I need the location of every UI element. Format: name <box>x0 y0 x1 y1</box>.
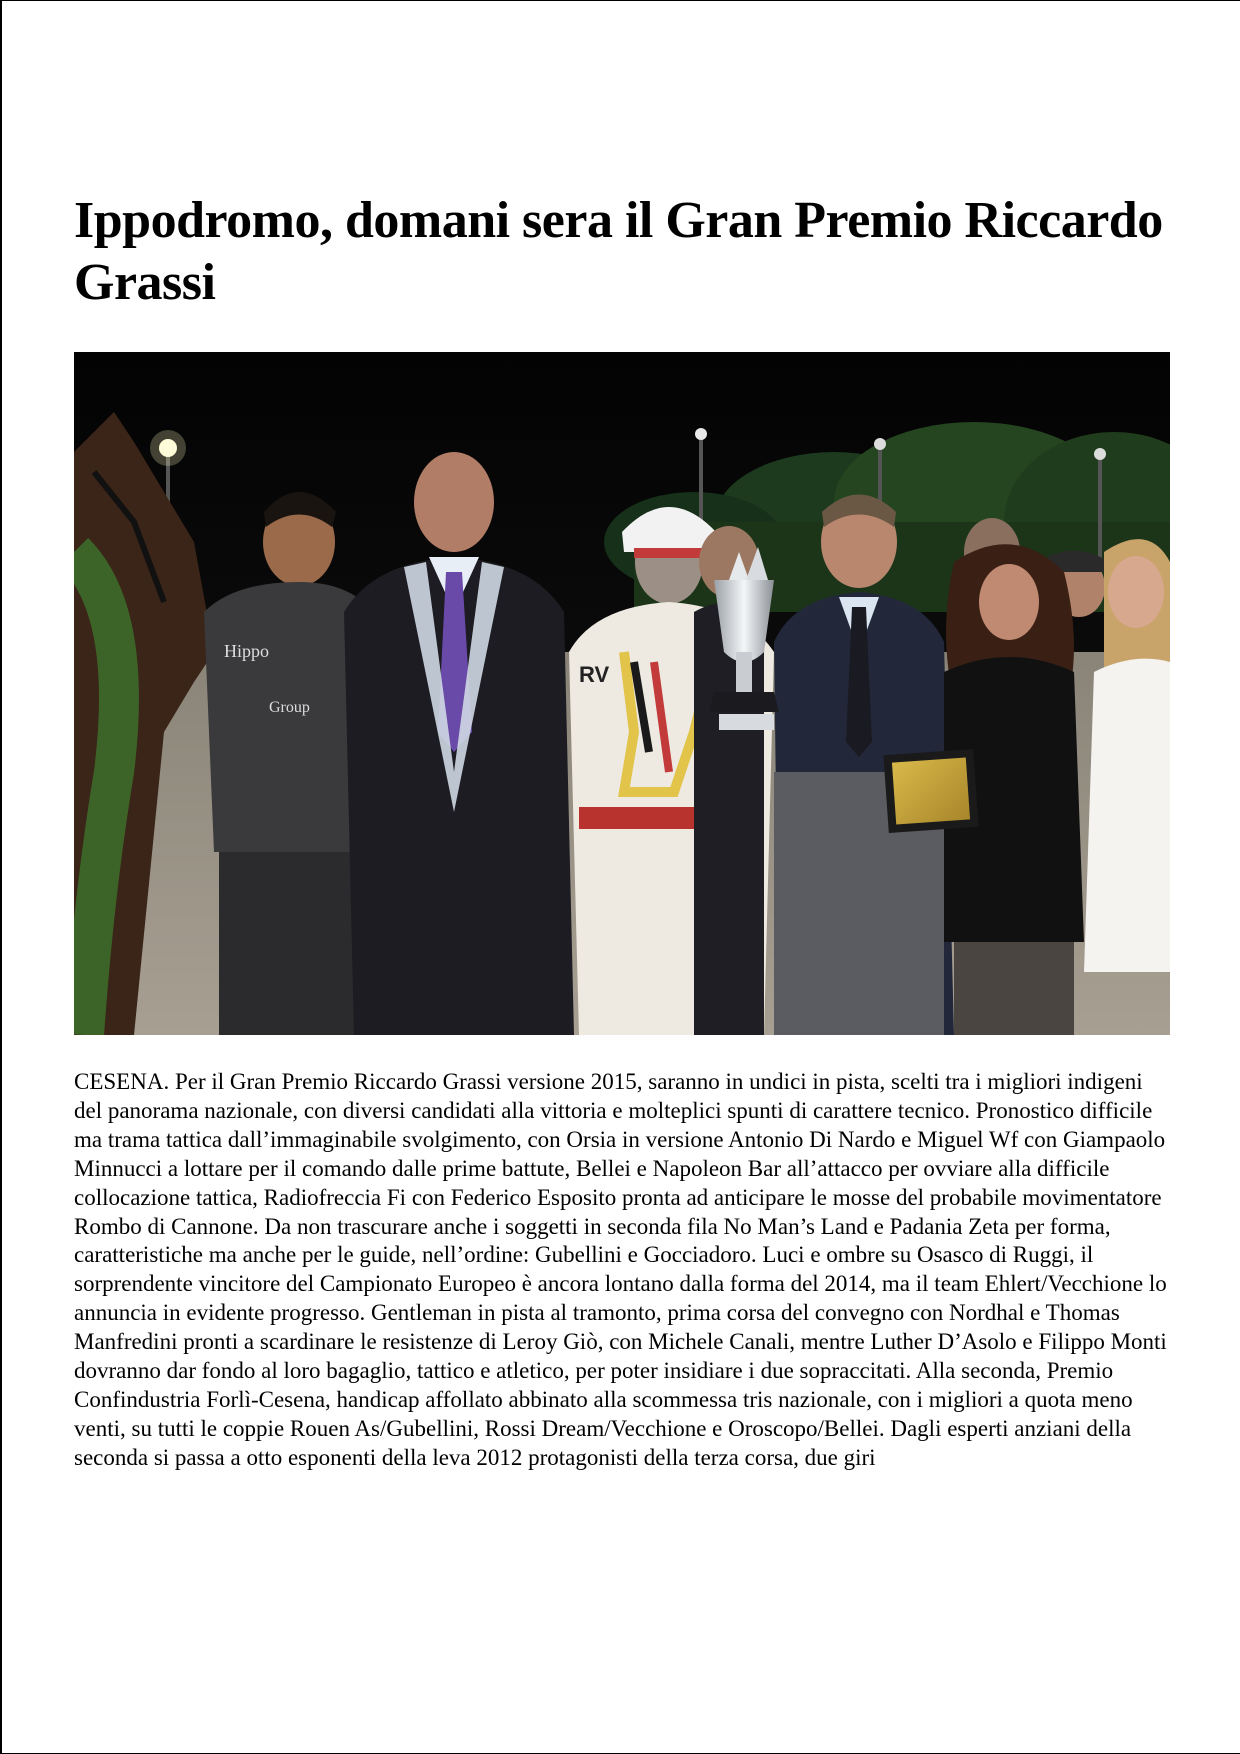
article-body: CESENA. Per il Gran Premio Riccardo Grassi versione 2015, saranno in undici in pista, scelti tra i migliori indigeni del panorama nazionale, con diversi candidati alla vittoria e molteplici spunti di carattere tecnico. Pronostico difficile ma trama tattica dall’immaginabile svolgimento, con Orsia in versione Antonio Di Nardo e Miguel Wf con Giampaolo Minnucci a lottare per il comando dalle prime battute, Bellei e Napoleon Bar all’attacco per ovviare alla difficile collocazione tattica, Radiofreccia Fi con Federico Esposito pronta ad anticipare le mosse del probabile movimentatore Rombo di Cannone. Da non trascurare anche i soggetti in seconda fila No Man’s Land e Padania Zeta per forma, caratteristiche ma anche per le guide, nell’ordine: Gubellini e Gocciadoro. Luci e ombre su Osasco di Ruggi, il sorprendente vincitore del Campionato Europeo è ancora lontano dalla forma del 2014, ma il team Ehlert/Vecchione lo annuncia in evidente progresso. Gentleman in pista al tramonto, prima corsa del convegno con Nordhal e Thomas Manfredini pronti a scardinare le resistenze di Leroy Giò, con Michele Canali, mentre Luther D’Asolo e Filippo Monti dovranno dar fondo al loro bagaglio, tattico e atletico, per poter insidiare i due sopraccitati. Alla seconda, Premio Confindustria Forlì-Cesena, handicap affollato abbinato alla scommessa tris nazionale, con i migliori a quota meno venti, su tutti le coppie Rouen As/Gubellini, Rossi Dream/Vecchione e Oroscopo/Bellei. Dagli esperti anziani della seconda si passa a otto esponenti della leva 2012 protagonisti della terza corsa, due giri <box>74 1069 1167 1470</box>
helmet-text: RV <box>579 662 610 687</box>
article-photo <box>74 352 1170 1035</box>
award-plaque <box>883 749 978 833</box>
article-headline: Ippodromo, domani sera il Gran Premio Riccardo Grassi <box>74 192 1163 311</box>
jacket-text: Hippo <box>224 641 269 661</box>
jacket-text-2: Group <box>269 699 310 716</box>
